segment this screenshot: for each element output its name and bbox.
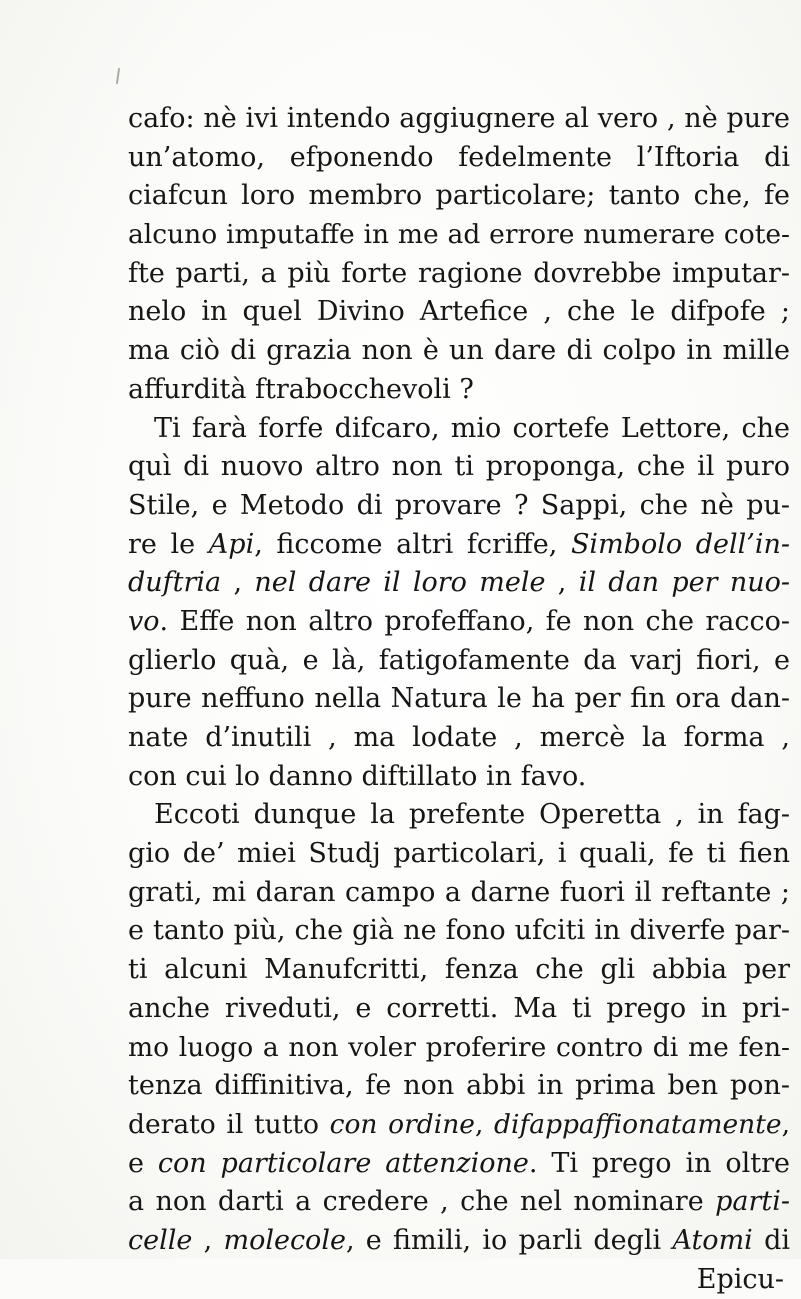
italic-text: Atomi — [672, 1224, 753, 1256]
text-segment: nelo in quel Divino Artefice , che le difpofe ; — [128, 296, 790, 328]
text-segment: glierlo quà, e là, fatigofamente da varj fiori, e — [128, 644, 790, 676]
text-segment: tenza diffinitiva, fe non abbi in prima ben pon- — [128, 1070, 790, 1102]
text-segment: , e fimili, io parli degli — [345, 1224, 673, 1256]
text-segment: , — [221, 567, 255, 599]
text-line — [128, 216, 790, 255]
text-segment: un’atomo, efponendo fedelmente l’Iftoria di — [128, 141, 790, 173]
text-segment: pure neffuno nella Natura le ha per fin ora dan- — [128, 683, 790, 715]
text-line — [128, 680, 790, 719]
text-line — [128, 603, 790, 642]
text-segment: con cui lo danno diftillato in favo. — [128, 760, 587, 792]
text-segment: di — [752, 1224, 790, 1256]
text-segment: re le — [128, 528, 209, 560]
text-line — [128, 874, 790, 913]
text-line — [128, 332, 790, 371]
italic-text: con particolare attenzione — [157, 1147, 529, 1179]
text-segment: fte parti, a più forte ragione dovrebbe imputar- — [128, 257, 790, 289]
italic-text: molecole — [223, 1224, 346, 1256]
text-line — [128, 642, 790, 681]
italic-text: parti- — [715, 1186, 790, 1218]
text-line — [128, 371, 790, 410]
text-segment: , — [192, 1224, 224, 1256]
text-segment: gio de’ miei Studj particolari, i quali, fe ti fien — [128, 838, 790, 870]
text-segment: . Ti prego in oltre — [528, 1147, 790, 1179]
text-segment: Stile, e Metodo di provare ? Sappi, che nè pu- — [128, 489, 790, 521]
text-segment: cafo: nè ivi intendo aggiugnere al vero , nè pure — [128, 103, 790, 134]
text-line — [128, 410, 790, 449]
text-line — [128, 139, 790, 178]
text-line — [128, 448, 790, 487]
text-segment: , — [545, 567, 579, 599]
italic-text: Api — [208, 528, 255, 560]
text-segment: derato il tutto — [128, 1108, 330, 1140]
text-line — [128, 796, 790, 835]
text-line — [128, 1145, 790, 1184]
text-segment: mo luogo a non voler proferire contro di me fen- — [128, 1031, 790, 1063]
text-line — [128, 1183, 790, 1222]
text-segment: alcuno imputaffe in me ad errore numerare cote- — [128, 219, 790, 251]
text-line — [128, 951, 790, 990]
italic-text: con ordine — [329, 1108, 475, 1140]
italic-text: duftria — [128, 567, 222, 599]
text-segment: , ficcome altri fcriffe, — [254, 528, 571, 560]
text-segment: quì di nuovo altro non ti proponga, che il puro — [128, 451, 790, 483]
italic-text: difappaffionatamente — [494, 1108, 782, 1140]
text-segment: e tanto più, che già ne fono ufciti in diverfe par- — [128, 915, 790, 947]
text-segment: nate d’inutili , ma lodate , mercè la forma , — [128, 722, 790, 753]
text-line — [128, 835, 790, 874]
text-segment: anche riveduti, e corretti. Ma ti prego in pri- — [128, 992, 790, 1024]
italic-text: Simbolo dell’in- — [570, 528, 790, 560]
text-line — [128, 177, 790, 216]
text-line — [128, 912, 790, 951]
catchword — [128, 1261, 790, 1299]
text-segment: Epicu- — [696, 1263, 784, 1295]
text-segment: , — [474, 1108, 495, 1140]
text-segment: grati, mi daran campo a darne fuori il reftante ; — [128, 876, 790, 908]
text-line — [128, 564, 790, 603]
page-text — [128, 100, 790, 1299]
text-line — [128, 487, 790, 526]
text-segment: ma ciò di grazia non è un dare di colpo in mille — [128, 335, 790, 367]
text-segment: a non darti a credere , che nel nominare — [128, 1186, 716, 1218]
text-segment: . Effe non altro profeffano, fe non che racco- — [159, 605, 790, 637]
text-line — [128, 719, 790, 758]
text-line — [128, 1029, 790, 1068]
italic-text: celle — [128, 1224, 193, 1256]
italic-text: il dan per nuo- — [578, 567, 791, 599]
italic-text: vo — [128, 605, 160, 637]
text-line — [128, 526, 790, 565]
text-line — [128, 293, 790, 332]
text-line — [128, 758, 790, 797]
text-line — [128, 1067, 790, 1106]
text-segment: , — [781, 1108, 790, 1140]
text-line — [128, 990, 790, 1029]
text-segment: Ti farà forfe difcaro, mio cortefe Lettore, che — [154, 412, 790, 444]
text-line — [128, 1222, 790, 1261]
text-line — [128, 1106, 790, 1145]
text-segment: ciafcun loro membro particolare; tanto che, fe — [128, 180, 790, 212]
text-segment: Eccoti dunque la prefente Operetta , in fag- — [154, 799, 790, 831]
margin-mark — [116, 68, 120, 84]
text-segment: e — [128, 1147, 158, 1179]
text-line — [128, 255, 790, 294]
text-line — [128, 100, 790, 139]
text-segment: ti alcuni Manufcritti, fenza che gli abbia per — [128, 954, 790, 986]
italic-text: nel dare il loro mele — [254, 567, 546, 599]
text-segment: affurdità ftrabocchevoli ? — [128, 373, 474, 405]
